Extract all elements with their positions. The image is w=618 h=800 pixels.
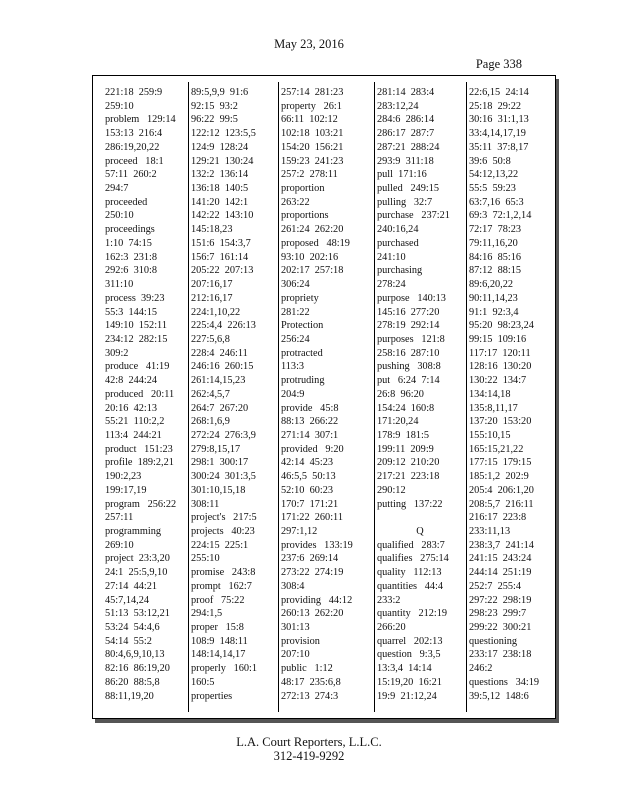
index-line: 13:3,4 14:14 (377, 663, 432, 675)
index-line: 212:16,17 (191, 292, 233, 304)
index-line: 86:20 88:5,8 (105, 676, 160, 688)
index-line: 159:23 241:23 (281, 155, 344, 167)
index-line: 33:4,14,17,19 (469, 128, 526, 140)
index-line: 281:22 (281, 306, 310, 318)
index-line: 284:6 286:14 (377, 114, 435, 126)
index-line: 108:9 148:11 (191, 635, 248, 647)
index-line: 155:10,15 (469, 429, 511, 441)
index-line: 241:10 (377, 251, 406, 263)
index-line: 151:6 154:3,7 (191, 237, 251, 249)
index-line: 199:11 209:9 (377, 443, 434, 455)
index-line: 122:12 123:5,5 (191, 128, 256, 140)
index-line: 237:6 269:14 (281, 553, 339, 565)
index-line: 90:11,14,23 (469, 292, 518, 304)
index-line: 48:17 235:6,8 (281, 676, 341, 688)
index-line: 93:10 202:16 (281, 251, 339, 263)
index-line: process 39:23 (105, 292, 165, 304)
index-line: propriety (281, 292, 319, 304)
index-line: 297:22 298:19 (469, 594, 532, 606)
index-line: 294:7 (105, 183, 129, 195)
index-line: 266:20 (377, 622, 406, 634)
index-line: 234:12 282:15 (105, 333, 168, 345)
index-line: quantity 212:19 (377, 608, 448, 620)
index-line: 55:21 110:2,2 (105, 416, 165, 428)
index-line: 154:20 156:21 (281, 141, 344, 153)
index-line: 185:1,2 202:9 (469, 471, 529, 483)
index-line: purchasing (377, 265, 423, 277)
index-line: 283:12,24 (377, 100, 419, 112)
index-line: 113:4 244:21 (105, 429, 162, 441)
index-line: 99:15 109:16 (469, 333, 527, 345)
index-line: 142:22 143:10 (191, 210, 254, 222)
index-column-2 (191, 86, 273, 708)
index-line: 261:14,15,23 (191, 375, 246, 387)
index-line: 272:13 274:3 (281, 690, 339, 702)
index-line: providing 44:12 (281, 594, 353, 606)
index-line: 292:6 310:8 (105, 265, 158, 277)
index-line: provision (281, 635, 320, 647)
index-line: 20:16 42:13 (105, 402, 158, 414)
index-line: 233:17 238:18 (469, 649, 532, 661)
index-line: project's 217:5 (191, 512, 257, 524)
index-line: 51:13 53:12,21 (105, 608, 170, 620)
index-line: 259:10 (105, 100, 134, 112)
index-line: public 1:12 (281, 663, 333, 675)
index-line: 171:22 260:11 (281, 512, 343, 524)
index-line: provided 9:20 (281, 443, 344, 455)
index-line: 309:2 (105, 347, 129, 359)
index-line: 128:16 130:20 (469, 361, 532, 373)
index-line: provide 45:8 (281, 402, 339, 414)
column-divider (188, 82, 189, 712)
index-line: 293:9 311:18 (377, 155, 434, 167)
index-line: 300:24 301:3,5 (191, 471, 256, 483)
index-line: projects 40:23 (191, 526, 255, 537)
index-line: 299:22 300:21 (469, 622, 532, 634)
index-line: 141:20 142:1 (191, 196, 249, 208)
index-line: 301:13 (281, 622, 310, 634)
index-line: 66:11 102:12 (281, 114, 338, 126)
index-line: 178:9 181:5 (377, 429, 430, 441)
index-line: quarrel 202:13 (377, 635, 443, 647)
index-line: 221:18 259:9 (105, 87, 163, 98)
index-line: 1:10 74:15 (105, 237, 152, 249)
index-line: 238:3,7 241:14 (469, 539, 534, 551)
index-line: 224:1,10,22 (191, 306, 241, 318)
index-line: 95:20 98:23,24 (469, 320, 534, 332)
index-line: 171:20,24 (377, 416, 419, 428)
index-line: 263:22 (281, 196, 310, 208)
index-line: 15:19,20 16:21 (377, 676, 442, 688)
index-line: 257:2 278:11 (281, 169, 338, 181)
index-line: prompt 162:7 (191, 580, 252, 592)
index-line: 69:3 72:1,2,14 (469, 210, 532, 222)
index-line: 294:1,5 (191, 608, 223, 620)
index-line: produce 41:19 (105, 361, 170, 373)
index-line: 205:4 206:1,20 (469, 484, 534, 496)
index-line: protruding (281, 375, 325, 387)
index-line: 306:24 (281, 279, 310, 291)
index-line: product 151:23 (105, 443, 173, 455)
index-line: 308:4 (281, 580, 305, 592)
index-line: 311:10 (105, 279, 134, 291)
index-line: qualifies 275:14 (377, 553, 449, 565)
index-line: 82:16 86:19,20 (105, 663, 170, 675)
word-index-frame (92, 75, 556, 719)
index-line: properly 160:1 (191, 663, 258, 675)
index-line: pushing 308:8 (377, 361, 441, 373)
index-line: 250:10 (105, 210, 134, 222)
index-line: provides 133:19 (281, 539, 353, 551)
index-line: 96:22 99:5 (191, 114, 238, 126)
index-line: 246:16 260:15 (191, 361, 254, 373)
index-line: profile 189:2,21 (105, 457, 174, 469)
index-line: 207:16,17 (191, 279, 233, 291)
index-line: 255:10 (191, 553, 220, 565)
index-line: 290:12 (377, 484, 406, 496)
index-line: 256:24 (281, 333, 310, 345)
index-line: 63:7,16 65:3 (469, 196, 524, 208)
index-line: 84:16 85:16 (469, 251, 522, 263)
index-line (377, 511, 463, 525)
index-line: 199:17,19 (105, 484, 147, 496)
index-line: 92:15 93:2 (191, 100, 238, 112)
index-line: 257:11 (105, 512, 134, 524)
index-line: 160:5 (191, 676, 215, 688)
index-line: proceeded (105, 196, 148, 208)
index-line: proper 15:8 (191, 622, 244, 634)
index-line: 27:14 44:21 (105, 580, 158, 592)
index-line: 102:18 103:21 (281, 128, 344, 140)
section-letter: Q (416, 526, 424, 537)
index-line: putting 137:22 (377, 498, 443, 510)
index-line: produced 20:11 (105, 388, 175, 400)
index-line: 91:1 92:3,4 (469, 306, 519, 318)
index-line: proof 75:22 (191, 594, 245, 606)
index-line: 19:9 21:12,24 (377, 690, 437, 702)
reporter-phone: 312-419-9292 (273, 749, 345, 763)
index-line: 117:17 120:11 (469, 347, 531, 359)
index-line: 153:13 216:4 (105, 128, 163, 140)
index-line: proportions (281, 210, 329, 222)
index-line: 170:7 171:21 (281, 498, 339, 510)
index-line: 227:5,6,8 (191, 333, 230, 345)
reporter-company: L.A. Court Reporters, L.L.C. (236, 735, 382, 749)
index-line: pulled 249:15 (377, 183, 440, 195)
index-line: 30:16 31:1,13 (469, 114, 529, 126)
index-line: 165:15,21,22 (469, 443, 524, 455)
index-line: put 6:24 7:14 (377, 375, 440, 387)
column-divider (374, 82, 375, 712)
index-line: 217:21 223:18 (377, 471, 440, 483)
index-line: pull 171:16 (377, 169, 427, 181)
index-line: 271:14 307:1 (281, 429, 339, 441)
index-line: 252:7 255:4 (469, 580, 522, 592)
index-line: qualified 283:7 (377, 539, 445, 551)
index-line: questions 34:19 (469, 676, 540, 688)
index-line: 53:24 54:4,6 (105, 622, 160, 634)
index-line: 137:20 153:20 (469, 416, 532, 428)
index-column-5 (469, 86, 553, 708)
index-line: 246:2 (469, 663, 493, 675)
index-line: purchased (377, 237, 419, 249)
index-line: 241:15 243:24 (469, 553, 532, 565)
index-line: 177:15 179:15 (469, 457, 532, 469)
index-line: protracted (281, 347, 323, 359)
index-line: 54:14 55:2 (105, 635, 152, 647)
index-line: 113:3 (281, 361, 305, 373)
index-line: 260:13 262:20 (281, 608, 344, 620)
index-line: proposed 48:19 (281, 237, 350, 249)
index-line: 281:14 283:4 (377, 87, 435, 98)
index-line: 26:8 96:20 (377, 388, 424, 400)
index-line: 124:9 128:24 (191, 141, 249, 153)
index-line: 154:24 160:8 (377, 402, 435, 414)
index-line: 39:6 50:8 (469, 155, 511, 167)
index-line: 202:17 257:18 (281, 265, 344, 277)
index-line: 233:2 (377, 594, 401, 606)
index-line: 89:5,9,9 91:6 (191, 87, 249, 98)
index-line: 24:1 25:5,9,10 (105, 567, 168, 579)
index-column-3 (281, 86, 369, 708)
index-line: 39:5,12 148:6 (469, 690, 529, 702)
index-line: 145:16 277:20 (377, 306, 440, 318)
index-line: 244:14 251:19 (469, 567, 532, 579)
index-line: property 26:1 (281, 100, 342, 112)
index-line: proceedings (105, 224, 155, 236)
index-line: 301:10,15,18 (191, 484, 246, 496)
index-line: 72:17 78:23 (469, 224, 522, 236)
index-line: program 256:22 (105, 498, 177, 510)
index-line: questioning (469, 635, 518, 647)
index-line: 308:11 (191, 498, 220, 510)
page-number: Page 338 (475, 57, 522, 71)
index-line: 25:18 29:22 (469, 100, 522, 112)
index-column-1 (105, 86, 185, 708)
index-line: 298:23 299:7 (469, 608, 527, 620)
index-line: 55:3 144:15 (105, 306, 158, 318)
index-line: purchase 237:21 (377, 210, 450, 222)
column-divider (278, 82, 279, 712)
index-line: 52:10 60:23 (281, 484, 334, 496)
index-line: 240:16,24 (377, 224, 419, 236)
column-divider (466, 82, 467, 712)
index-line: 298:1 300:17 (191, 457, 249, 469)
index-line: 204:9 (281, 388, 305, 400)
index-line: 156:7 161:14 (191, 251, 249, 263)
index-line: 286:19,20,22 (105, 141, 160, 153)
index-line: 55:5 59:23 (469, 183, 516, 195)
index-line: 132:2 136:14 (191, 169, 249, 181)
index-line: promise 243:8 (191, 567, 256, 579)
index-line: 286:17 287:7 (377, 128, 435, 140)
index-line: 258:16 287:10 (377, 347, 440, 359)
index-line: 46:5,5 50:13 (281, 471, 336, 483)
index-line: 45:7,14,24 (105, 594, 150, 606)
index-line: 261:24 262:20 (281, 224, 344, 236)
index-line: problem 129:14 (105, 114, 176, 126)
index-line: 54:12,13,22 (469, 169, 519, 181)
index-line: 135:8,11,17 (469, 402, 518, 414)
index-line: 278:19 292:14 (377, 320, 440, 332)
index-line: project 23:3,20 (105, 553, 170, 565)
index-line: Protection (281, 320, 324, 332)
index-line: 208:5,7 216:11 (469, 498, 534, 510)
index-line: 205:22 207:13 (191, 265, 254, 277)
index-line: 136:18 140:5 (191, 183, 249, 195)
deposition-date: May 23, 2016 (274, 37, 344, 51)
index-line: 262:4,5,7 (191, 388, 230, 400)
index-line: 42:14 45:23 (281, 457, 334, 469)
index-line: 88:11,19,20 (105, 690, 154, 702)
index-line: 149:10 152:11 (105, 320, 167, 332)
index-line: 269:10 (105, 539, 134, 551)
index-line: proceed 18:1 (105, 155, 164, 167)
index-line: 268:1,6,9 (191, 416, 230, 428)
index-line: 209:12 210:20 (377, 457, 440, 469)
index-line: proportion (281, 183, 325, 195)
index-line: 257:14 281:23 (281, 87, 344, 98)
index-line: 145:18,23 (191, 224, 233, 236)
index-line: 22:6,15 24:14 (469, 87, 529, 98)
index-line: 88:13 266:22 (281, 416, 339, 428)
index-line: 148:14,14,17 (191, 649, 246, 661)
index-line: purposes 121:8 (377, 333, 445, 345)
index-line: 207:10 (281, 649, 310, 661)
index-column-4 (377, 86, 463, 708)
index-line: 297:1,12 (281, 526, 318, 537)
index-line: pulling 32:7 (377, 196, 433, 208)
index-line: question 9:3,5 (377, 649, 441, 661)
index-line: 287:21 288:24 (377, 141, 440, 153)
index-line: 278:24 (377, 279, 406, 291)
index-line: 79:11,16,20 (469, 237, 518, 249)
index-line: 35:11 37:8,17 (469, 141, 529, 153)
index-line: 57:11 260:2 (105, 169, 157, 181)
index-line: properties (191, 690, 233, 702)
index-line: 80:4,6,9,10,13 (105, 649, 165, 661)
index-line: programming (105, 526, 162, 537)
index-line: 42:8 244:24 (105, 375, 158, 387)
index-line: 273:22 274:19 (281, 567, 344, 579)
index-line: 279:8,15,17 (191, 443, 241, 455)
index-line: 225:4,4 226:13 (191, 320, 256, 332)
index-line: 87:12 88:15 (469, 265, 522, 277)
index-line: 228:4 246:11 (191, 347, 248, 359)
index-line: 224:15 225:1 (191, 539, 249, 551)
index-line: 129:21 130:24 (191, 155, 254, 167)
index-line: 89:6,20,22 (469, 279, 514, 291)
index-line: 233:11,13 (469, 526, 511, 537)
index-line: 272:24 276:3,9 (191, 429, 256, 441)
index-line: 264:7 267:20 (191, 402, 249, 414)
index-line: 134:14,18 (469, 388, 511, 400)
index-line: purpose 140:13 (377, 292, 446, 304)
index-line: quantities 44:4 (377, 580, 444, 592)
index-line: 216:17 223:8 (469, 512, 527, 524)
index-line: quality 112:13 (377, 567, 442, 579)
index-line: 190:2,23 (105, 471, 142, 483)
index-line: 130:22 134:7 (469, 375, 527, 387)
index-line: 162:3 231:8 (105, 251, 158, 263)
